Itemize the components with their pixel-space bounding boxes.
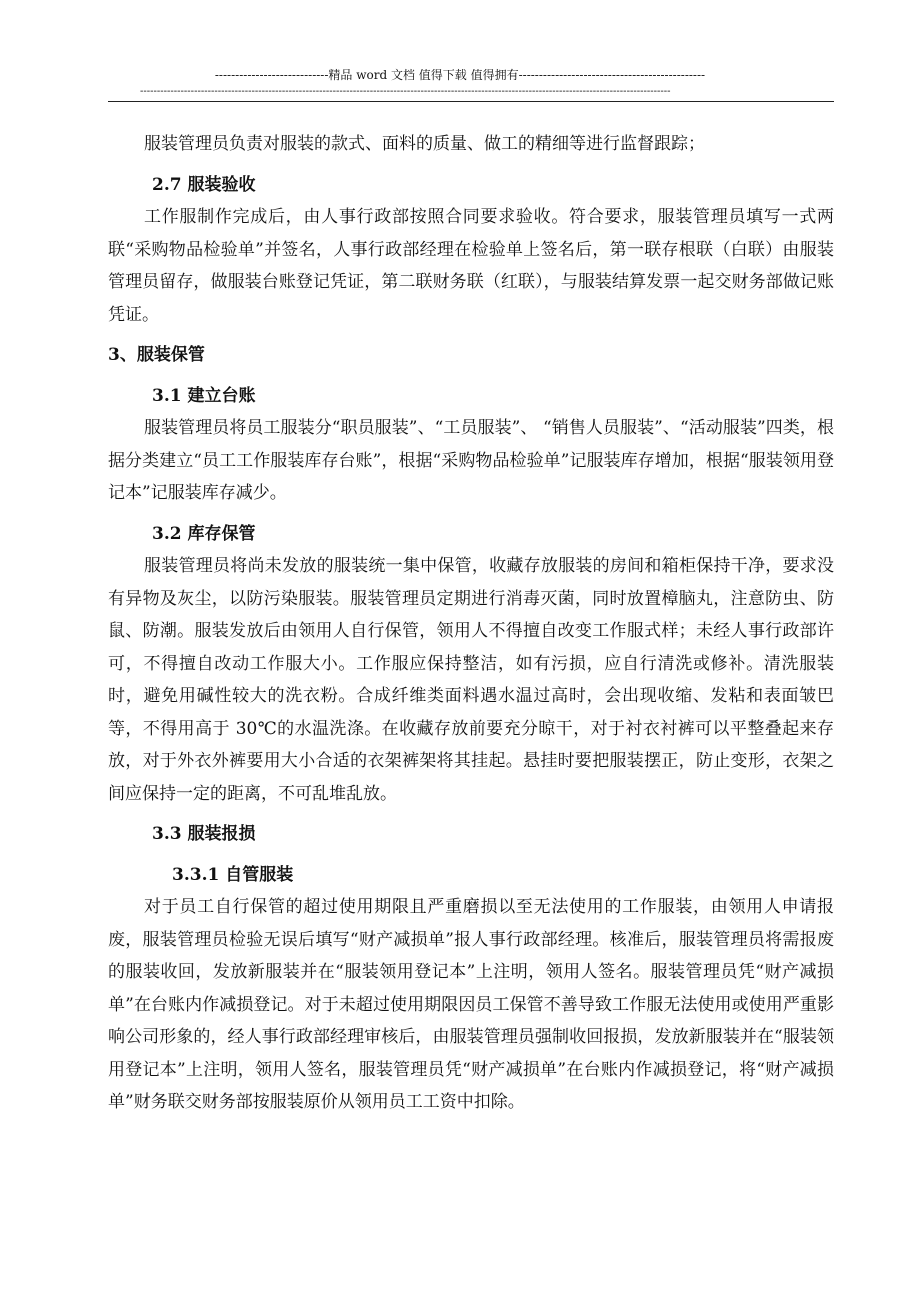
document-body — [108, 128, 834, 1119]
paragraph-2-7: 工作服制作完成后，由人事行政部按照合同要求验收。符合要求，服装管理员填写一式两联“采购物品检验单”并签名，人事行政部经理在检验单上签名后，第一联存根联（白联）由服装管理员留存，做服装台账登记凭证，第二联财务联（红联），与服装结算发票一起交财务部做记账凭证。 — [108, 207, 834, 325]
paragraph-3-1: 服装管理员将员工服装分“职员服装”、“工员服装”、 “销售人员服装”、“活动服装”四类，根据分类建立“员工工作服装库存台账”，根据“采购物品检验单”记服装库存增加，根据“服装领用登记本”记服装库存减少。 — [108, 418, 834, 503]
header-rule — [108, 101, 834, 102]
heading-2-7: 2.7 服装验收 — [152, 174, 256, 195]
paragraph-3-2: 服装管理员将尚未发放的服装统一集中保管，收藏存放服装的房间和箱柜保持干净，要求没有异物及灰尘，以防污染服装。服装管理员定期进行消毒灭菌，同时放置樟脑丸，注意防虫、防鼠、防潮。服装发放后由领用人自行保管，领用人不得擅自改变工作服式样；未经人事行政部许可，不得擅自改动工作服大小。工作服应保持整洁，如有污损，应自行清洗或修补。清洗服装时，避免用碱性较大的洗衣粉。合成纤维类面料遇水温过高时，会出现收缩、发粘和表面皱巴等，不得用高于 30℃的水温洗涤。在收藏存放前要充分晾干，对于衬衣衬裤可以平整叠起来存放，对于外衣外裤要用大小合适的衣架裤架将其挂起。悬挂时要把服装摆正，防止变形，衣架之间应保持一定的距离，不可乱堆乱放。 — [108, 556, 834, 804]
page-header-dashes: ------------------------------------------------------------------------------------------------------------------------------------------------------------- — [140, 86, 671, 97]
heading-3-1: 3.1 建立台账 — [152, 385, 256, 406]
heading-3-2: 3.2 库存保管 — [152, 523, 256, 544]
heading-3-3-1: 3.3.1 自管服装 — [172, 864, 294, 885]
paragraph-3-3-1: 对于员工自行保管的超过使用期限且严重磨损以至无法使用的工作服装，由领用人申请报废，服装管理员检验无误后填写“财产减损单”报人事行政部经理。核准后，服装管理员将需报废的服装收回，发放新服装并在“服装领用登记本”上注明，领用人签名。服装管理员凭“财产减损单”在台账内作减损登记。对于未超过使用期限因员工保管不善导致工作服无法使用或使用严重影响公司形象的，经人事行政部经理审核后，由服装管理员强制收回报损，发放新服装并在“服装领用登记本”上注明，领用人签名，服装管理员凭“财产减损单”在台账内作减损登记，将“财产减损单”财务联交财务部按服装原价从领用员工工资中扣除。 — [108, 897, 834, 1112]
heading-3: 3、服装保管 — [108, 345, 205, 365]
heading-3-3: 3.3 服装报损 — [152, 824, 256, 844]
page-header-line: ----------------------------精品 word 文档 值得下载 值得拥有---------------------------------------------- — [214, 68, 706, 82]
paragraph-intro: 服装管理员负责对服装的款式、面料的质量、做工的精细等进行监督跟踪； — [144, 134, 705, 154]
